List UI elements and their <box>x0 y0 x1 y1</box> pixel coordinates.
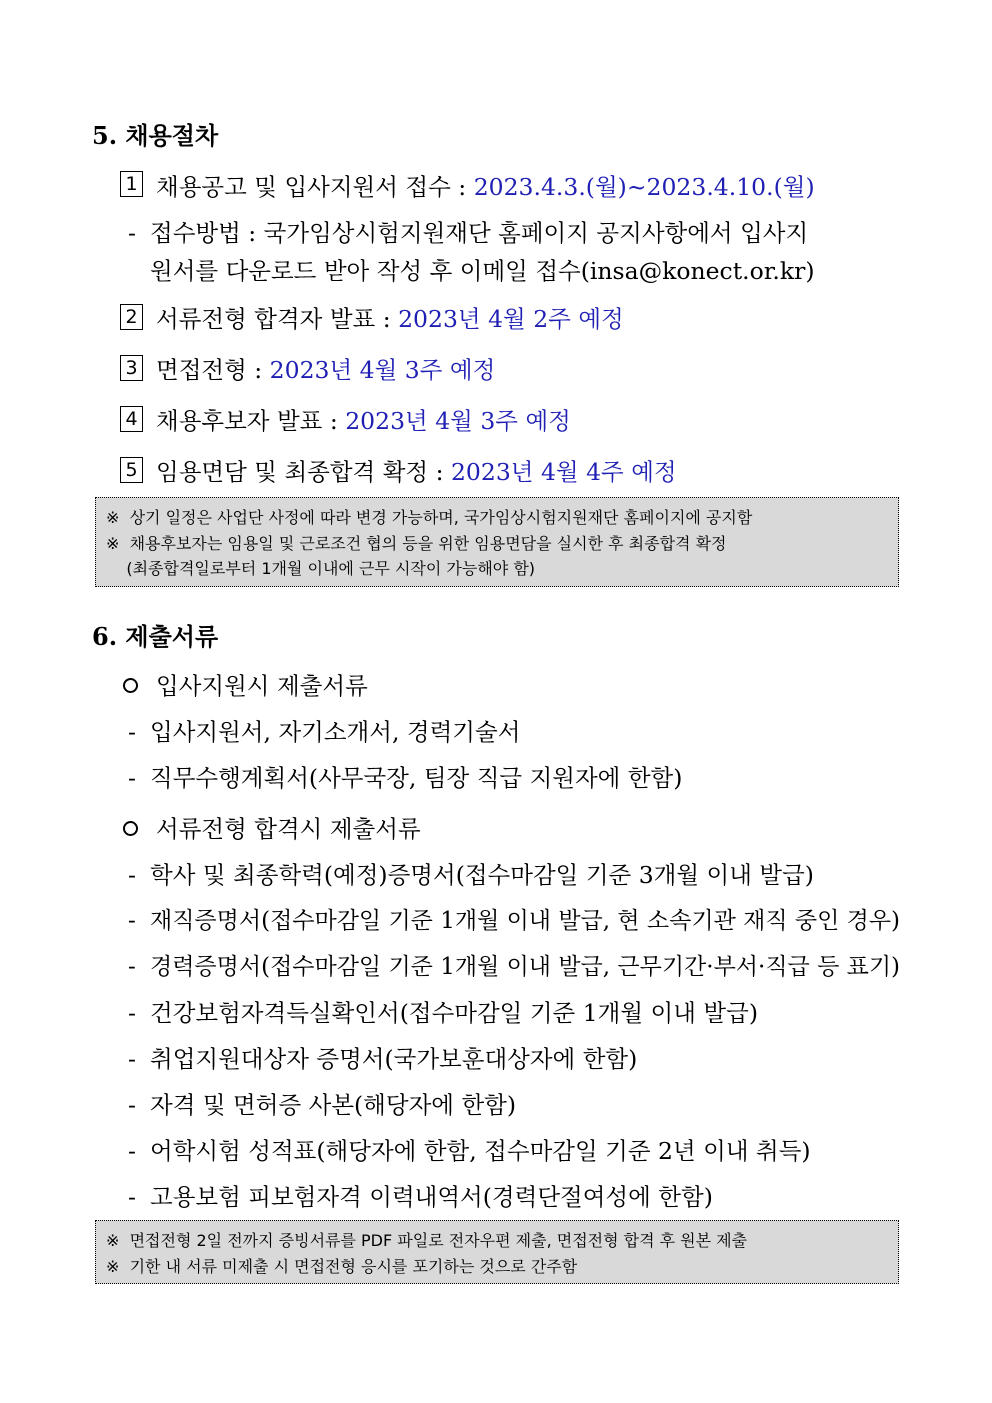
step-number-box: 3 <box>120 355 143 381</box>
submission-note-box <box>95 1220 899 1284</box>
step-number-box: 2 <box>120 304 143 330</box>
note-line: ※ 상기 일정은 사업단 사정에 따라 변경 가능하며, 국가임상시험지원재단 홈페이지에 공지함 <box>106 508 753 527</box>
step-number-box: 1 <box>120 171 143 197</box>
note-line: (최종합격일로부터 1개월 이내에 근무 시작이 가능해야 함) <box>106 559 536 578</box>
list-item: - 학사 및 최종학력(예정)증명서(접수마감일 기준 3개월 이내 발급) <box>128 861 814 889</box>
circle-bullet-icon <box>123 678 138 693</box>
list-item: - 고용보험 피보험자격 이력내역서(경력단절여성에 한함) <box>128 1183 713 1211</box>
step-number-box: 5 <box>120 457 143 483</box>
note-line: ※ 채용후보자는 임용일 및 근로조건 협의 등을 위한 임용면담을 실시한 후 최종합격 확정 <box>106 534 727 553</box>
step-date: 2023년 4월 3주 예정 <box>269 356 496 384</box>
method-line-1: - 접수방법 : 국가임상시험지원재단 홈페이지 공지사항에서 입사지 <box>128 219 809 247</box>
section-5-title: 5. 채용절차 <box>92 121 219 150</box>
list-item: - 입사지원서, 자기소개서, 경력기술서 <box>128 718 521 746</box>
note-line: ※ 기한 내 서류 미제출 시 면접전형 응시를 포기하는 것으로 간주함 <box>106 1257 578 1276</box>
step-label: 채용공고 및 입사지원서 접수 : <box>156 173 474 201</box>
list-item: - 건강보험자격득실확인서(접수마감일 기준 1개월 이내 발급) <box>128 999 758 1027</box>
step-date: 2023년 4월 2주 예정 <box>398 305 624 333</box>
method-text-1: 접수방법 : 국가임상시험지원재단 홈페이지 공지사항에서 입사지 <box>150 219 809 247</box>
list-item: - 어학시험 성적표(해당자에 한함, 접수마감일 기준 2년 이내 취득) <box>128 1137 811 1165</box>
list-item: - 취업지원대상자 증명서(국가보훈대상자에 한함) <box>128 1045 638 1073</box>
list-item: - 직무수행계획서(사무국장, 팀장 직급 지원자에 한함) <box>128 764 683 792</box>
list-item: - 자격 및 면허증 사본(해당자에 한함) <box>128 1091 517 1119</box>
note-line: ※ 면접전형 2일 전까지 증빙서류를 PDF 파일로 전자우편 제출, 면접전형 합격 후 원본 제출 <box>106 1231 748 1250</box>
section-6-title: 6. 제출서류 <box>92 622 219 651</box>
step-date: 2023년 4월 3주 예정 <box>345 407 571 435</box>
step-label: 임용면담 및 최종합격 확정 : <box>156 458 451 486</box>
method-line-2: 원서를 다운로드 받아 작성 후 이메일 접수(insa@konect.or.kr) <box>150 257 815 285</box>
step-number-box: 4 <box>120 406 143 432</box>
schedule-note-box <box>95 497 899 587</box>
step-label: 면접전형 : <box>156 356 270 384</box>
circle-bullet-icon <box>123 821 138 836</box>
step-label: 채용후보자 발표 : <box>156 407 346 435</box>
step-date: 2023년 4월 4주 예정 <box>450 458 677 486</box>
list-item: - 재직증명서(접수마감일 기준 1개월 이내 발급, 현 소속기관 재직 중인 경우) <box>128 908 901 934</box>
group-1-title: 입사지원시 제출서류 <box>156 672 368 700</box>
step-date: 2023.4.3.(월)~2023.4.10.(월) <box>473 173 815 201</box>
group-2-title: 서류전형 합격시 제출서류 <box>156 815 421 843</box>
step-label: 서류전형 합격자 발표 : <box>156 305 399 333</box>
list-item: - 경력증명서(접수마감일 기준 1개월 이내 발급, 근무기간·부서·직급 등 표기) <box>128 954 901 980</box>
